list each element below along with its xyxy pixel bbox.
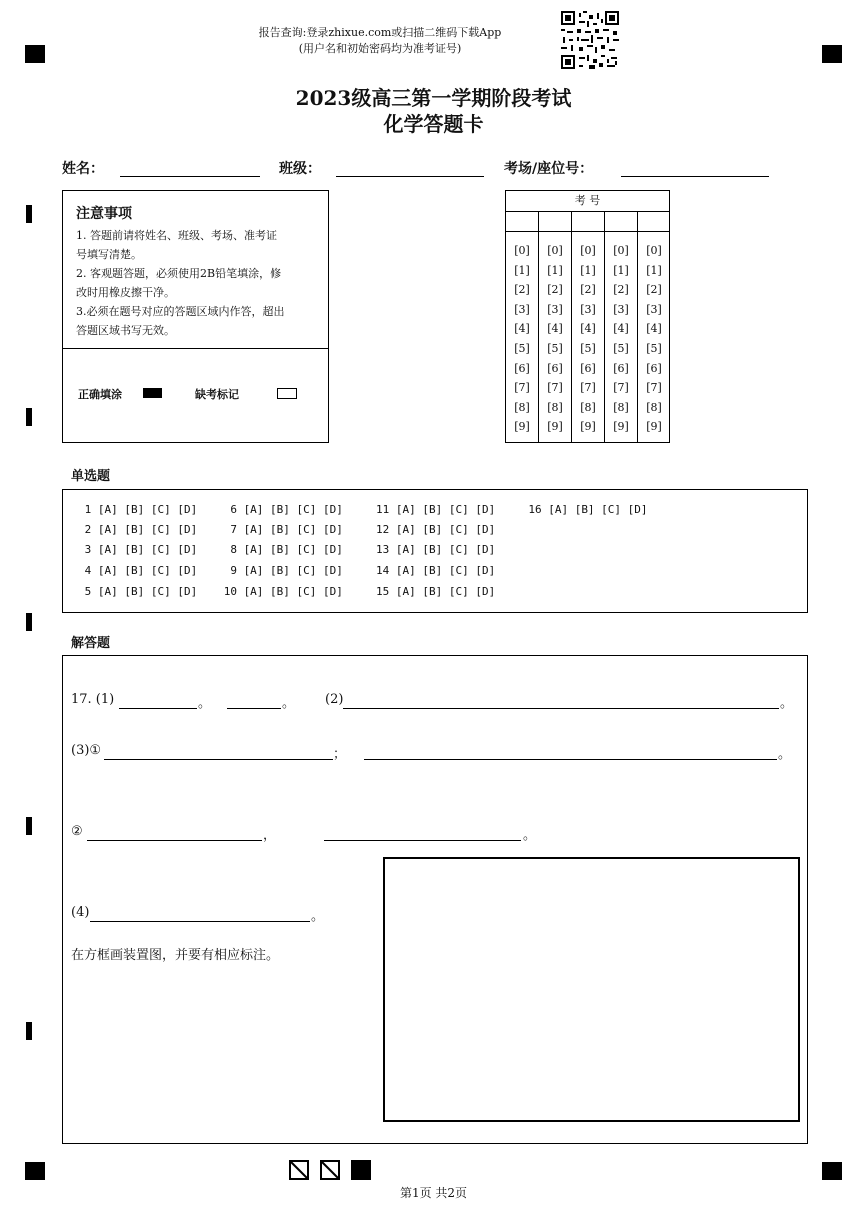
notice-title: 注意事项 (76, 206, 132, 222)
q17-part1-blank-a[interactable] (119, 694, 197, 709)
seat-label: 考场/座位号： (504, 161, 594, 177)
choice-row[interactable]: 1 [A] [B] [C] [D] 6 [A] [B] [C] [D] 11 [A] [B] [C] [D] 16 [A] [B] [C] [D] (78, 503, 648, 516)
correct-fill-sample (143, 388, 162, 398)
timing-mark (26, 1022, 32, 1040)
q17-part4-blank[interactable] (90, 907, 310, 922)
choice-row[interactable]: 5 [A] [B] [C] [D] 10 [A] [B] [C] [D] 15 [A] [B] [C] [D] (78, 585, 496, 598)
name-field[interactable] (120, 160, 260, 177)
period: 。 (311, 909, 325, 924)
answer-box (62, 655, 808, 1144)
timing-mark (26, 205, 32, 223)
filled-box-mark (351, 1160, 371, 1180)
notice-line: 1. 答题前请将姓名、班级、考场、准考证 (76, 229, 277, 242)
name-label: 姓名： (62, 161, 104, 177)
correct-fill-label: 正确填涂 (78, 388, 122, 401)
choice-row[interactable]: 3 [A] [B] [C] [D] 8 [A] [B] [C] [D] 13 [A] [B] [C] [D] (78, 543, 496, 556)
digit-column[interactable]: [0] [1] [2] [3] [4] [5] [6] [7] [8] [9] (580, 244, 596, 434)
answer-section-title: 解答题 (71, 636, 111, 651)
digit-column[interactable]: [0] [1] [2] [3] [4] [5] [6] [7] [8] [9] (613, 244, 629, 434)
exam-title: 2023级高三第一学期阶段考试 (295, 86, 572, 110)
exam-number-write-row[interactable] (506, 211, 669, 231)
row-divider (506, 231, 669, 232)
digit-column[interactable]: [0] [1] [2] [3] [4] [5] [6] [7] [8] [9] (646, 244, 662, 434)
class-label: 班级： (279, 161, 321, 177)
q17-part1-label: 17. (1) (71, 692, 115, 707)
notice-line: 答题区域书写无效。 (76, 324, 175, 337)
comma: ， (263, 828, 277, 843)
semicolon: ； (333, 747, 347, 762)
drawing-instruction: 在方框画装置图，并要有相应标注。 (71, 948, 280, 963)
notice-line: 2. 客观题答题，必须使用2B铅笔填涂，修 (76, 267, 282, 280)
choice-row[interactable]: 2 [A] [B] [C] [D] 7 [A] [B] [C] [D] 12 [A] [B] [C] [D] (78, 523, 496, 536)
q17-part3-blank-b[interactable] (364, 745, 777, 760)
crossed-box-icon (289, 1160, 309, 1180)
period: 。 (780, 696, 794, 711)
period: 。 (778, 747, 792, 762)
q17-part3-blank-a[interactable] (104, 745, 333, 760)
digit-column[interactable]: [0] [1] [2] [3] [4] [5] [6] [7] [8] [9] (547, 244, 563, 434)
q17-part3-2-blank-b[interactable] (324, 826, 521, 841)
class-field[interactable] (336, 160, 484, 177)
digit-bubbles (506, 241, 669, 437)
crossed-box-icon (320, 1160, 340, 1180)
period: 。 (198, 696, 212, 711)
choice-row[interactable]: 4 [A] [B] [C] [D] 9 [A] [B] [C] [D] 14 [A] [B] [C] [D] (78, 564, 496, 577)
notice-box (62, 190, 329, 443)
q17-part2-label: (2) (325, 692, 344, 707)
notice-line: 改时用橡皮擦干净。 (76, 286, 175, 299)
timing-mark (26, 408, 32, 426)
q17-part2-blank[interactable] (343, 694, 779, 709)
q17-part3-2-blank-a[interactable] (87, 826, 262, 841)
seat-field[interactable] (621, 160, 769, 177)
timing-mark (26, 817, 32, 835)
period: 。 (523, 828, 537, 843)
login-hint: (用户名和初始密码均为准考证号) (298, 42, 462, 55)
absent-mark-label: 缺考标记 (195, 388, 239, 401)
divider (63, 348, 328, 349)
single-choice-title: 单选题 (71, 469, 111, 484)
single-choice-box (62, 489, 808, 613)
notice-line: 号填写清楚。 (76, 248, 142, 261)
report-query-note: 报告查询:登录zhixue.com或扫描二维码下载App (258, 26, 502, 39)
q17-part3-2-label: ② (71, 824, 83, 839)
q17-part3-label: (3)① (71, 743, 102, 758)
page-number: 第1页 共2页 (399, 1186, 468, 1200)
q17-part1-blank-b[interactable] (227, 694, 281, 709)
q17-part4-label: (4) (71, 905, 90, 920)
corner-mark-br (822, 1162, 842, 1180)
exam-number-grid (505, 190, 670, 443)
notice-text (76, 226, 321, 340)
absent-mark-box[interactable] (277, 388, 297, 399)
corner-mark-tr (822, 45, 842, 63)
digit-column[interactable]: [0] [1] [2] [3] [4] [5] [6] [7] [8] [9] (514, 244, 530, 434)
corner-mark-bl (25, 1162, 45, 1180)
exam-number-title: 考 号 (506, 191, 669, 212)
drawing-area[interactable] (383, 857, 800, 1122)
subject-title: 化学答题卡 (383, 112, 484, 136)
timing-mark (26, 613, 32, 631)
qr-code-icon[interactable] (561, 11, 619, 69)
notice-line: 3.必须在题号对应的答题区域内作答，超出 (76, 305, 285, 318)
period: 。 (282, 696, 296, 711)
